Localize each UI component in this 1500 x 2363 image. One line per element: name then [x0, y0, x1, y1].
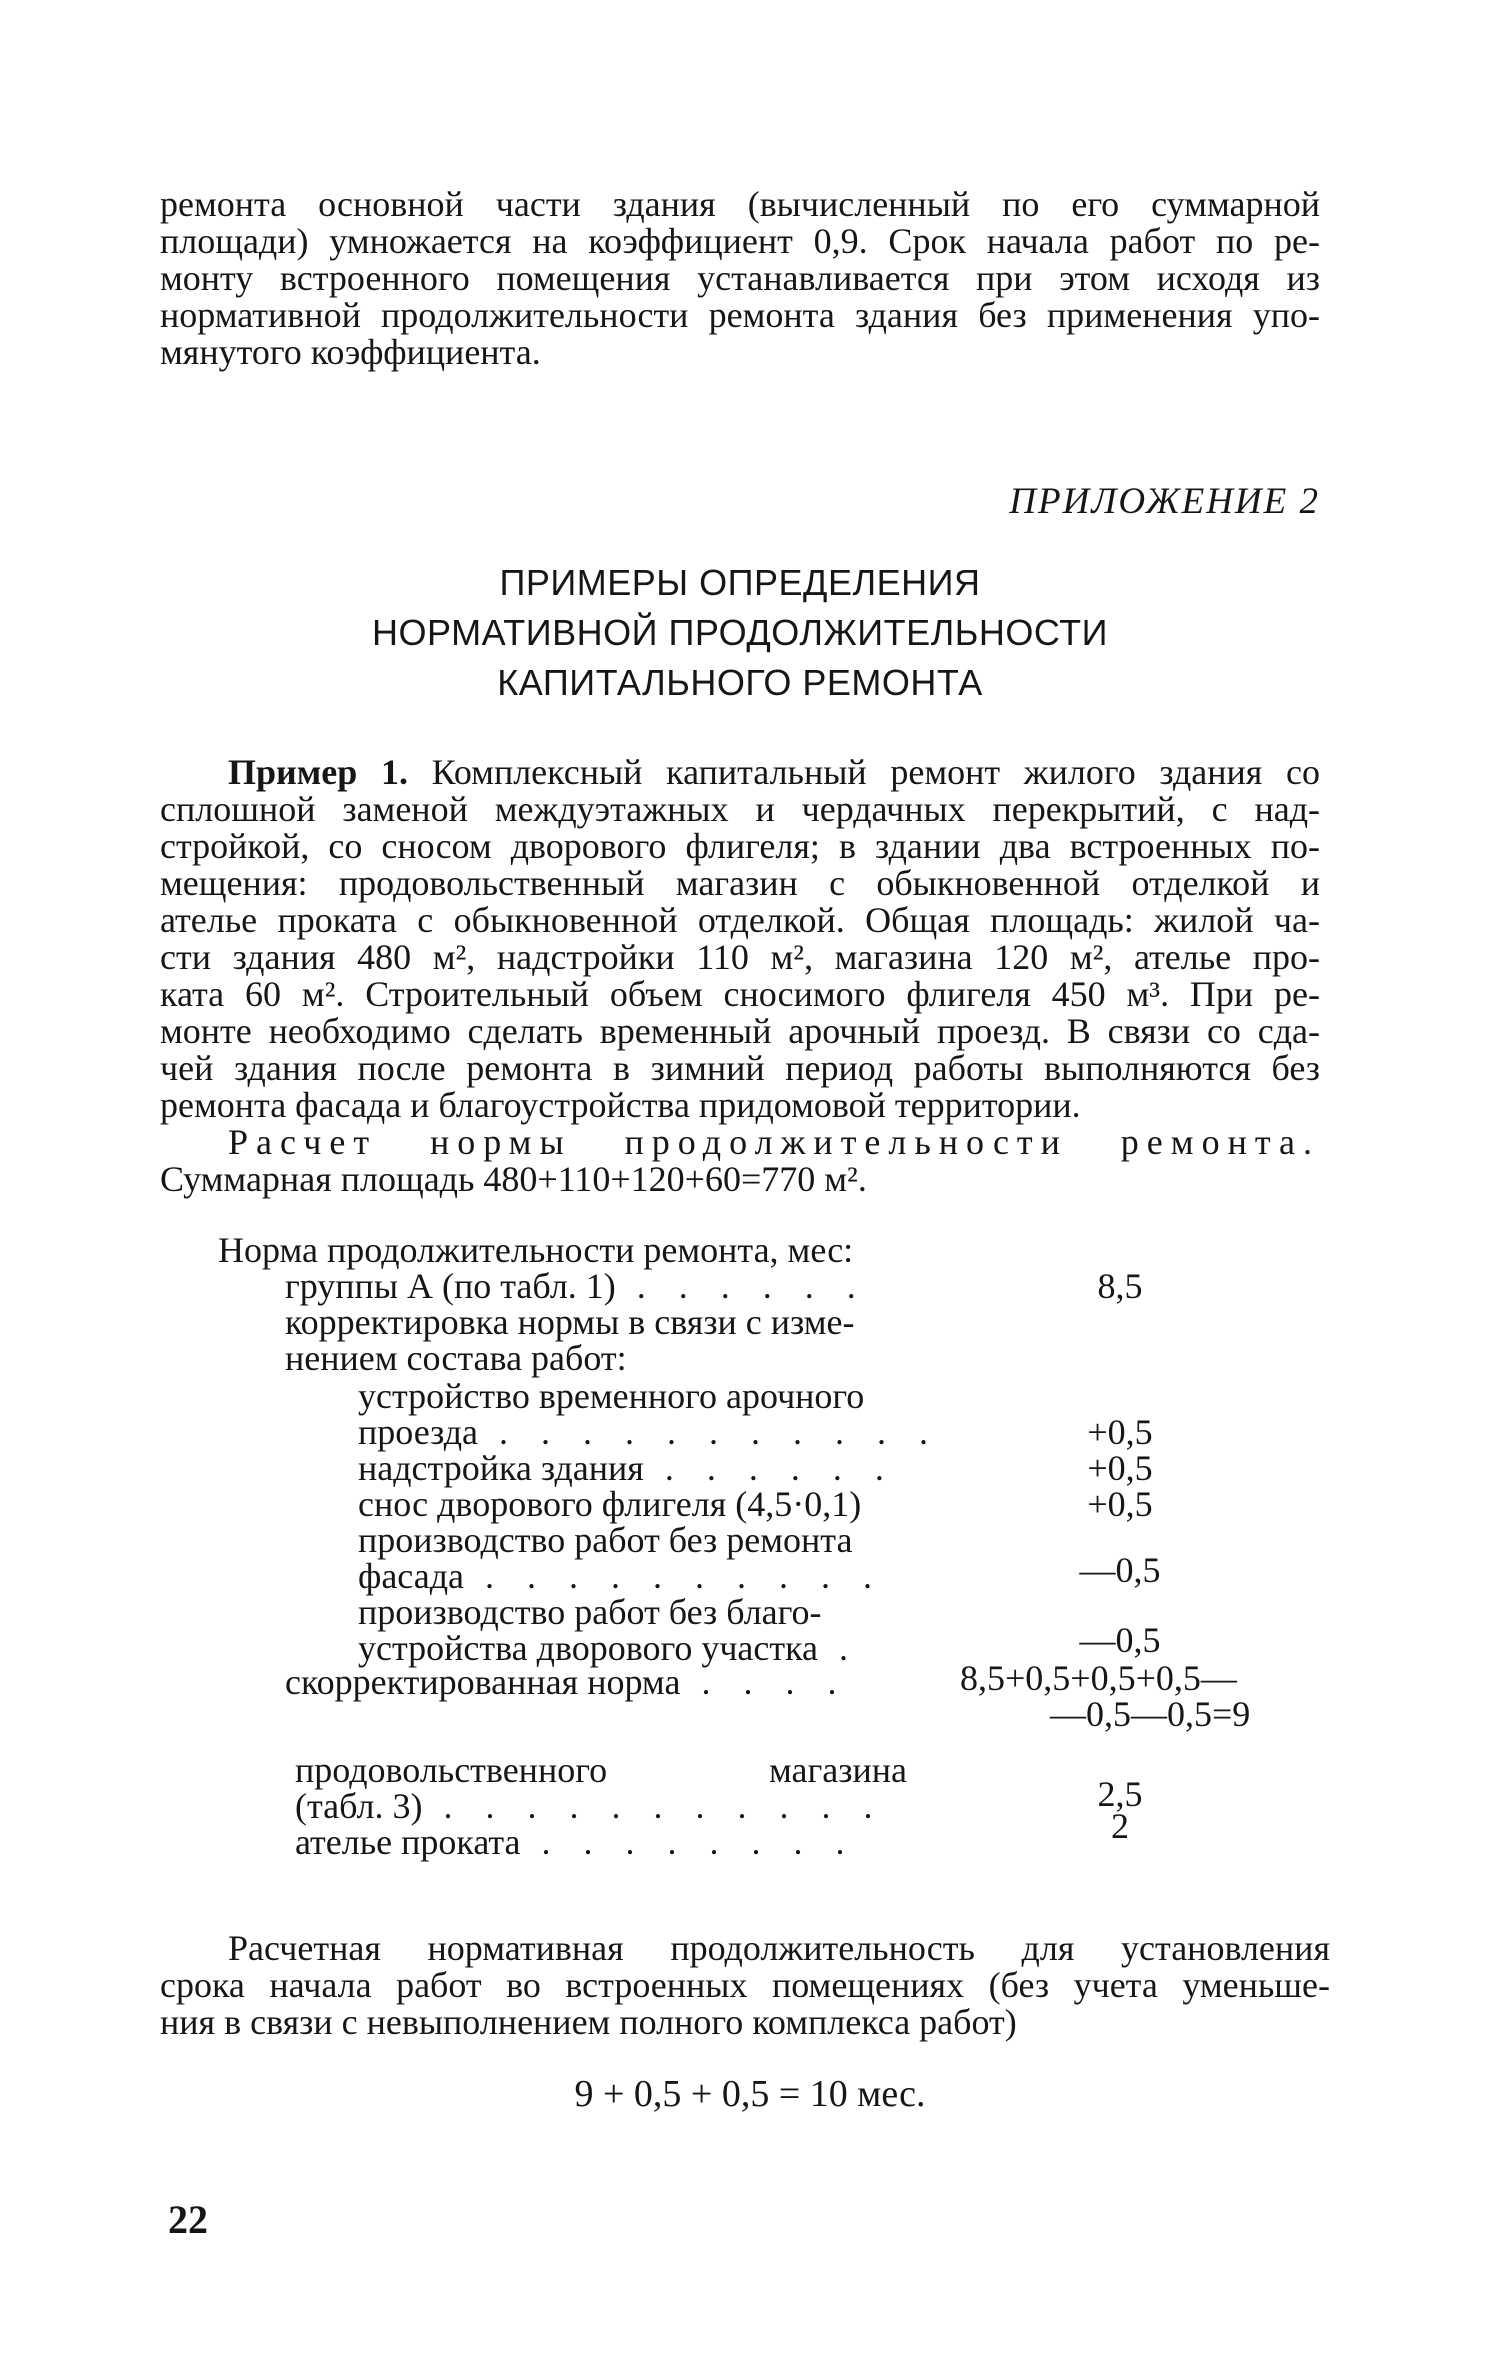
intro-line: площади) умножается на коэффициент 0,9. Срок начала работ по ре-: [160, 221, 1320, 261]
example-line: ремонта фасада и благоустройства придомовой территории.: [160, 1085, 1081, 1125]
title-line: КАПИТАЛЬНОГО РЕМОНТА: [497, 662, 983, 703]
shop-line: (табл. 3) . . . . . . . . . . .: [295, 1786, 885, 1826]
norm-row-group-a: группы А (по табл. 1) . . . . . .: [285, 1266, 868, 1306]
intro-line: монту встроенного помещения устанавливается при этом исходя из: [160, 258, 1320, 298]
atelier-row: ателье проката . . . . . . . .: [295, 1822, 857, 1862]
group-a-label: группы А (по табл. 1): [285, 1266, 616, 1306]
demolition-value: +0,5: [1087, 1484, 1153, 1524]
sum-line: Суммарная площадь 480+110+120+60=770 м².: [160, 1159, 867, 1199]
facade-line: фасада . . . . . . . . . .: [358, 1556, 884, 1596]
arch-value: +0,5: [1087, 1412, 1153, 1452]
section-title: [300, 558, 1180, 708]
example-first-line: [160, 754, 1320, 791]
conclusion-line: ния в связи с невыполнением полного комплекса работ): [160, 2002, 1017, 2042]
shop-value: 2,5: [1097, 1774, 1143, 1814]
shop-label-b: магазина: [769, 1750, 907, 1790]
result-formula: 9 + 0,5 + 0,5 = 10 мес.: [574, 2073, 926, 2115]
arch-line: проезда . . . . . . . . . . .: [358, 1412, 940, 1452]
corrected-value: —0,5—0,5=9: [1050, 1694, 1251, 1734]
example-line: стройкой, со сносом дворового флигеля; в здании два встроенных по-: [160, 826, 1320, 866]
correction-line: корректировка нормы в связи с изме-: [285, 1302, 855, 1342]
example-line: сплошной заменой междуэтажных и чердачных перекрытий, с над-: [160, 789, 1320, 829]
example-line: ката 60 м². Строительный объем сносимого флигеля 450 м³. При ре-: [160, 974, 1320, 1014]
arch-line: устройство временного арочного: [358, 1376, 865, 1416]
conclusion-paragraph: [160, 1930, 1330, 2041]
example-line: чей здания после ремонта в зимний период работы выполняются без: [160, 1048, 1320, 1088]
intro-line: мянутого коэффициента.: [160, 332, 541, 372]
page-number: 22: [168, 2197, 208, 2242]
atelier-value: 2: [1111, 1806, 1129, 1846]
example-label: Пример 1.: [228, 752, 408, 792]
calc-heading: Расчет нормы продолжительности ремонта.: [228, 1122, 1320, 1162]
intro-line: ремонта основной части здания (вычисленный по его суммарной: [160, 184, 1320, 224]
facade-line: производство работ без ремонта: [358, 1520, 853, 1560]
atelier-label: ателье проката: [295, 1822, 521, 1862]
conclusion-line: срока начала работ во встроенных помещениях (без учета уменьше-: [160, 1965, 1330, 2005]
yard-label: устройства дворового участка: [358, 1628, 819, 1668]
group-a-value: 8,5: [1097, 1266, 1143, 1306]
intro-paragraph: [160, 186, 1320, 371]
superstructure-row: надстройка здания . . . . . .: [358, 1448, 896, 1488]
facade-label: фасада: [358, 1556, 464, 1596]
title-line: ПРИМЕРЫ ОПРЕДЕЛЕНИЯ: [499, 562, 981, 603]
conclusion-line: Расчетная нормативная продолжительность для установления: [228, 1928, 1330, 1968]
title-line: НОРМАТИВНОЙ ПРОДОЛЖИТЕЛЬНОСТИ: [372, 612, 1108, 653]
corrected-value: 8,5+0,5+0,5+0,5—: [960, 1658, 1237, 1698]
appendix-label: ПРИЛОЖЕНИЕ 2: [1009, 481, 1320, 522]
facade-value: —0,5: [1079, 1550, 1161, 1590]
yard-value: —0,5: [1079, 1620, 1161, 1660]
example-line: монте необходимо сделать временный арочный проезд. В связи со сда-: [160, 1011, 1320, 1051]
superstructure-label: надстройка здания: [358, 1448, 644, 1488]
demolition-row: снос дворового флигеля (4,5·0,1): [358, 1484, 862, 1524]
example-line: сти здания 480 м², надстройки 110 м², магазина 120 м², ателье про-: [160, 937, 1320, 977]
superstructure-value: +0,5: [1087, 1448, 1153, 1488]
example-paragraph: [160, 754, 1320, 1198]
intro-line: нормативной продолжительности ремонта здания без применения упо-: [160, 295, 1320, 335]
correction-line: нением состава работ:: [285, 1338, 627, 1378]
corrected-label: скорректированная норма: [285, 1662, 681, 1702]
shop-label-a: продовольственного: [295, 1750, 608, 1790]
example-line: ателье проката с обыкновенной отделкой. Общая площадь: жилой ча-: [160, 900, 1320, 940]
example-text: Комплексный капитальный ремонт жилого здания со: [407, 752, 1321, 792]
norms-header: Норма продолжительности ремонта, мес:: [218, 1230, 854, 1270]
example-line: мещения: продовольственный магазин с обыкновенной отделкой и: [160, 863, 1320, 903]
yard-line: устройства дворового участка .: [358, 1628, 861, 1668]
arch-label: проезда: [358, 1412, 478, 1452]
yard-line: производство работ без благо-: [358, 1592, 822, 1632]
corrected-row: скорректированная норма . . . .: [285, 1662, 849, 1702]
shop-line: [295, 1752, 907, 1788]
shop-table-ref: (табл. 3): [295, 1786, 423, 1826]
